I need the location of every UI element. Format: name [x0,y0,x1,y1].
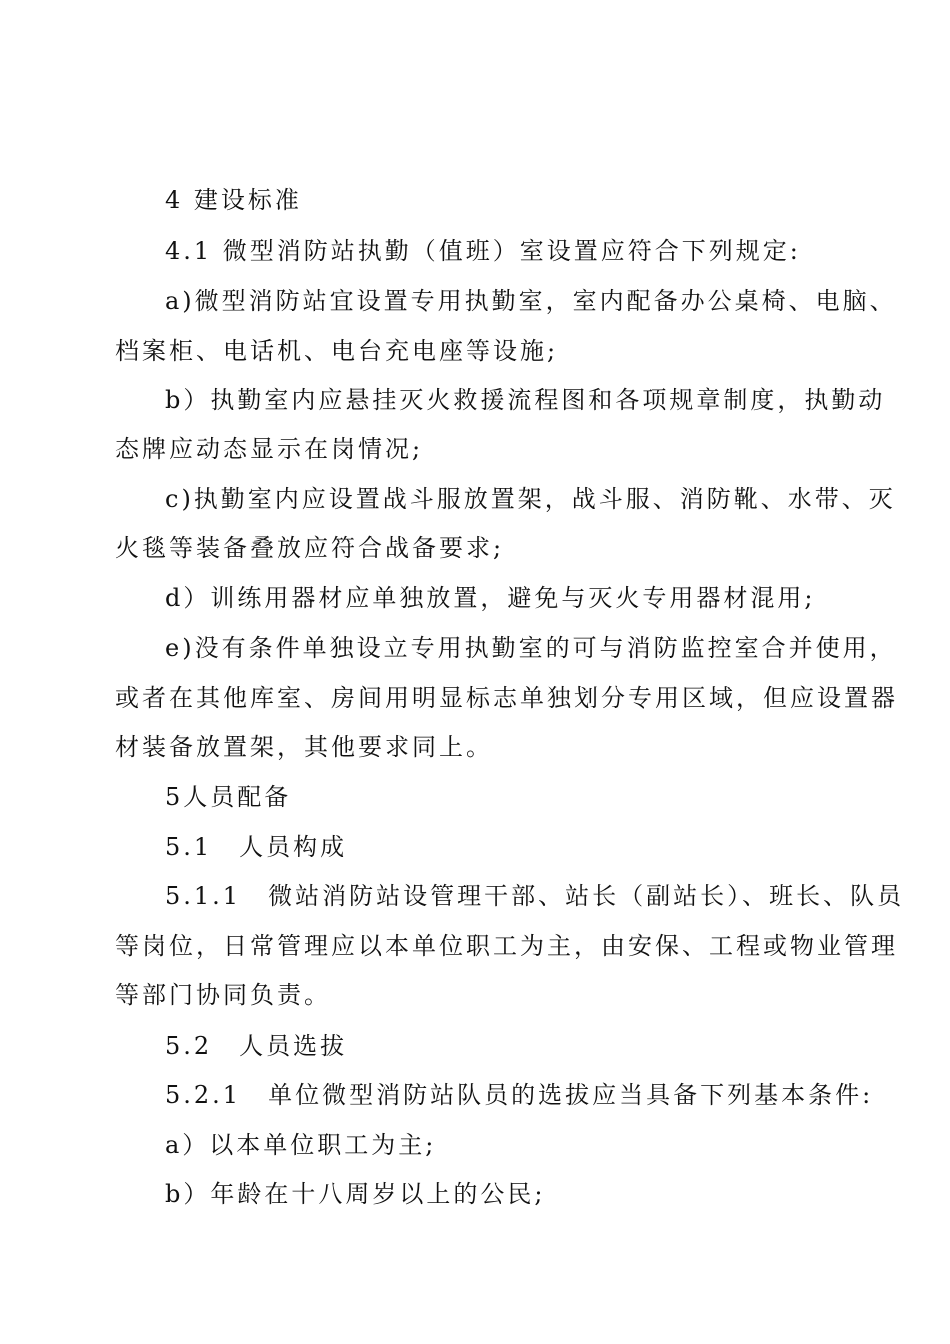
item-b-line-1: b）执勤室内应悬挂灭火救援流程图和各项规章制度，执勤动 [165,386,886,414]
clause-5-1-1-line-3: 等部门协同负责。 [115,981,331,1009]
clause-4-1: 4.1 微型消防站执勤（值班）室设置应符合下列规定: [165,237,801,265]
item-a-line-2: 档案柜、电话机、电台充电座等设施; [115,337,559,365]
item-c-line-1: c)执勤室内应设置战斗服放置架，战斗服、消防靴、水带、灭 [165,485,896,513]
clause-5-2-1: 5.2.1 单位微型消防站队员的选拔应当具备下列基本条件: [165,1081,874,1109]
item-c-line-2: 火毯等装备叠放应符合战备要求; [115,534,505,562]
item-a-line-1: a)微型消防站宜设置专用执勤室，室内配备办公桌椅、电脑、 [165,287,897,315]
clause-5-1: 5.1 人员构成 [165,833,348,861]
item-d: d）训练用器材应单独放置，避免与灭火专用器材混用; [165,584,816,612]
clause-5-2: 5.2 人员选拔 [165,1032,348,1060]
section-heading-5: 5人员配备 [165,783,292,811]
section-heading-4: 4 建设标准 [165,186,302,214]
item-e-line-3: 材装备放置架，其他要求同上。 [115,733,493,761]
clause-5-1-1-line-2: 等岗位，日常管理应以本单位职工为主，由安保、工程或物业管理 [115,932,898,960]
item-e-line-2: 或者在其他库室、房间用明显标志单独划分专用区域，但应设置器 [115,684,898,712]
item-b-line-2: 态牌应动态显示在岗情况; [115,435,424,463]
condition-b: b）年龄在十八周岁以上的公民; [165,1180,546,1208]
item-e-line-1: e)没有条件单独设立专用执勤室的可与消防监控室合并使用， [165,634,897,662]
clause-5-1-1-line-1: 5.1.1 微站消防站设管理干部、站长（副站长）、班长、队员 [165,882,905,910]
condition-a: a）以本单位职工为主; [165,1131,437,1159]
